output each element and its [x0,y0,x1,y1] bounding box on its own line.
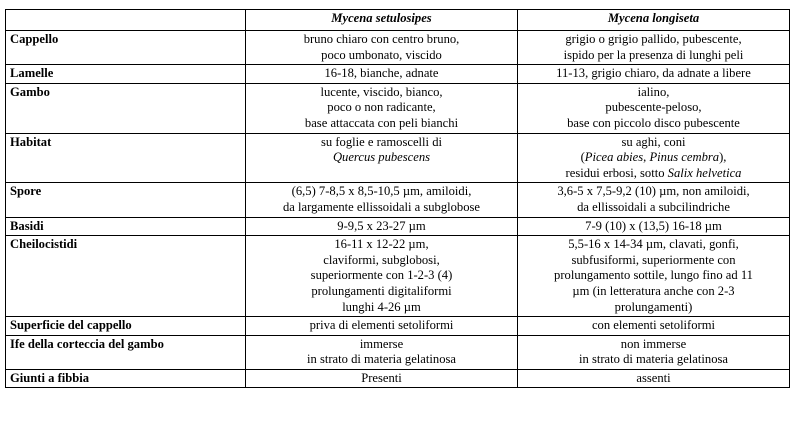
cell-species-2 [518,183,790,217]
cell-line: assenti [636,370,671,385]
cell-line: claviformi, subglobosi, [323,252,440,267]
table-row [6,335,790,369]
text-fragment: residui erbosi, sotto [565,165,668,180]
row-label: Habitat [6,133,246,183]
cell-line: su aghi, coni [621,134,686,149]
row-label: Superficie del cappello [6,317,246,336]
species-name: Quercus pubescens [332,150,431,165]
cell-line: ispido per la presenza di lunghi peli [563,47,744,62]
cell-line: in strato di materia gelatinosa [307,352,456,367]
table-row [6,31,790,65]
cell-line: in strato di materia gelatinosa [579,352,728,367]
row-label: Ife della corteccia del gambo [6,335,246,369]
cell-line: da largamente ellissoidali a subglobose [282,199,481,214]
cell-line [521,166,786,182]
row-label: Gambo [6,83,246,133]
table-row [6,83,790,133]
cell-species-1 [246,133,518,183]
cell-species-1 [246,369,518,388]
cell-line: superiormente con 1-2-3 (4) [310,268,453,283]
cell-line: prolungamenti digitaliformi [311,283,452,298]
cell-species-1 [246,65,518,84]
cell-species-2 [518,317,790,336]
cell-line: prolungamenti) [614,299,693,314]
cell-line: (6,5) 7-8,5 x 8,5-10,5 µm, amiloidi, [291,184,472,199]
cell-species-1 [246,183,518,217]
cell-line: 5,5-16 x 14-34 µm, clavati, gonfi, [568,237,739,252]
row-label: Cappello [6,31,246,65]
cell-species-2 [518,83,790,133]
row-label: Lamelle [6,65,246,84]
cell-species-2 [518,369,790,388]
cell-line: 11-13, grigio chiaro, da adnate a libere [556,66,751,81]
text-fragment: ), [719,150,727,165]
header-species-2: Mycena longiseta [518,10,790,31]
cell-line: bruno chiaro con centro bruno, [303,32,460,46]
cell-line: con elementi setoliformi [591,318,716,333]
row-label: Spore [6,183,246,217]
table-row [6,317,790,336]
cell-species-2 [518,133,790,183]
cell-line: prolungamento sottile, lungo fino ad 11 [554,268,753,283]
header-row [6,10,790,31]
header-corner-cell [6,10,246,31]
row-label: Basidi [6,217,246,236]
cell-species-1 [246,217,518,236]
cell-line: poco o non radicante, [327,100,436,115]
cell-line: lucente, viscido, bianco, [320,84,443,99]
text-fragment: , [643,150,650,165]
cell-line: da ellissoidali a subcilindriche [577,199,730,214]
table-row [6,369,790,388]
text-fragment: ( [580,150,585,165]
cell-line: immerse [359,336,404,351]
cell-line: 7-9 (10) x (13,5) 16-18 µm [585,218,722,233]
cell-line: non immerse [620,336,687,351]
cell-species-2 [518,236,790,317]
cell-line: 16-11 x 12-22 µm, [334,237,429,252]
cell-line: subfusiformi, superiormente con [571,252,736,267]
cell-species-1 [246,83,518,133]
cell-species-1 [246,236,518,317]
table-row [6,183,790,217]
cell-line: µm (in letteratura anche con 2-3 [572,283,735,298]
cell-line: su foglie e ramoscelli di [320,134,442,149]
cell-line: base attaccata con peli bianchi [304,115,459,130]
table-row [6,133,790,183]
cell-line: priva di elementi setoliformi [309,318,454,333]
species-name: Picea abies [584,150,644,165]
cell-species-2 [518,65,790,84]
cell-line: ialino, [637,84,670,99]
cell-line [249,150,514,166]
row-label: Giunti a fibbia [6,369,246,388]
cell-line: Presenti [361,370,402,385]
table-row [6,65,790,84]
cell-line: lunghi 4-26 µm [342,299,421,314]
cell-species-2 [518,31,790,65]
cell-line: base con piccolo disco pubescente [567,115,740,130]
cell-line: 16-18, bianche, adnate [324,66,439,81]
species-name: Salix helvetica [667,165,742,180]
comparison-table [5,9,790,388]
cell-species-2 [518,217,790,236]
species-name: Pinus cembra [649,150,720,165]
cell-species-1 [246,335,518,369]
cell-species-1 [246,31,518,65]
cell-species-2 [518,335,790,369]
cell-line: 9-9,5 x 23-27 µm [337,218,426,233]
row-label: Cheilocistidi [6,236,246,317]
cell-line: poco umbonato, viscido [321,47,442,62]
cell-species-1 [246,317,518,336]
cell-line: 3,6-5 x 7,5-9,2 (10) µm, non amiloidi, [557,184,750,199]
cell-line [521,150,786,166]
table-row [6,236,790,317]
cell-line: pubescente-peloso, [605,100,702,115]
table-row [6,217,790,236]
comparison-table-container [5,9,789,388]
header-species-1: Mycena setulosipes [246,10,518,31]
cell-line: grigio o grigio pallido, pubescente, [565,32,742,46]
